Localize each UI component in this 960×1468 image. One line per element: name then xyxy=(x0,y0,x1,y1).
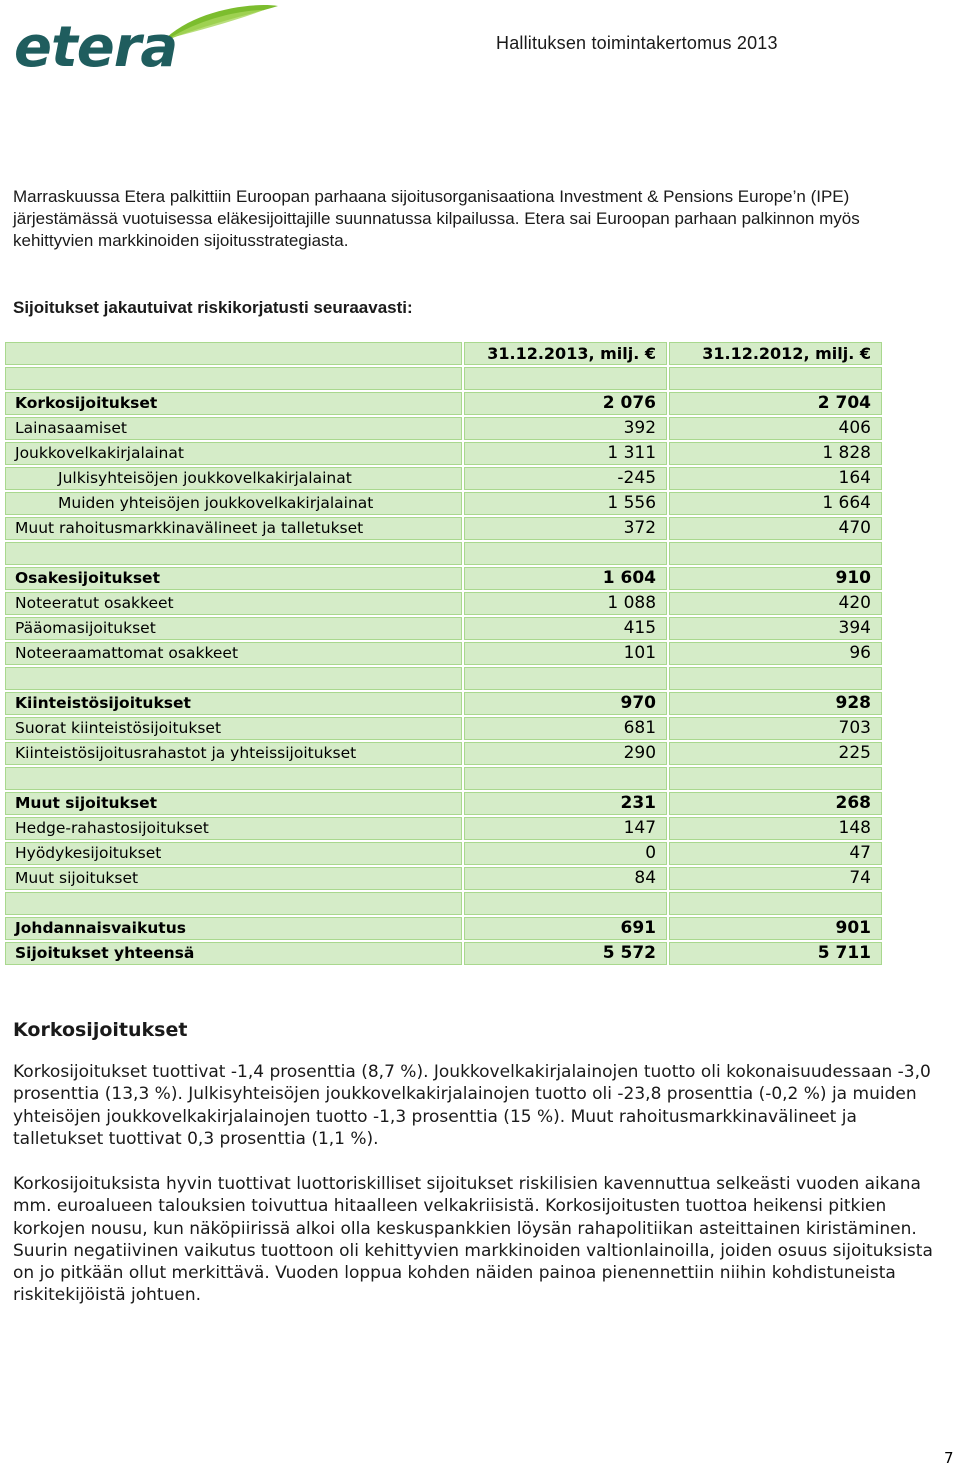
value-2013: 5 572 xyxy=(464,942,667,965)
table-spacer-row xyxy=(5,542,882,565)
value-2013 xyxy=(464,542,667,565)
header-blank-cell xyxy=(5,342,462,365)
value-2012: 96 xyxy=(669,642,882,665)
section-heading: Korkosijoitukset xyxy=(13,1019,188,1041)
column-header-2013: 31.12.2013, milj. € xyxy=(464,342,667,365)
table-row xyxy=(5,467,882,490)
row-label: Osakesijoitukset xyxy=(5,567,462,590)
table-row xyxy=(5,517,882,540)
value-2012: 268 xyxy=(669,792,882,815)
value-2013: 84 xyxy=(464,867,667,890)
value-2012: 420 xyxy=(669,592,882,615)
row-label xyxy=(5,367,462,390)
value-2012: 5 711 xyxy=(669,942,882,965)
value-2013 xyxy=(464,767,667,790)
value-2013: 1 311 xyxy=(464,442,667,465)
table-header-row xyxy=(5,342,882,365)
table-row xyxy=(5,742,882,765)
value-2013 xyxy=(464,367,667,390)
value-2013 xyxy=(464,667,667,690)
row-label: Julkisyhteisöjen joukkovelkakirjalainat xyxy=(5,467,462,490)
value-2012 xyxy=(669,542,882,565)
table-row xyxy=(5,592,882,615)
etera-logo xyxy=(12,2,282,72)
table-row xyxy=(5,617,882,640)
table-row xyxy=(5,642,882,665)
table-spacer-row xyxy=(5,767,882,790)
row-label: Suorat kiinteistösijoitukset xyxy=(5,717,462,740)
intro-paragraph: Marraskuussa Etera palkittiin Euroopan parhaana sijoitusorganisaationa Investment & Pensions Europe’n (IPE) järjestämässä vuotuisessa eläkesijoittajille suunnatussa kilpailussa. Etera sai Euroopan parhaan palkinnon myös kehittyvien markkinoiden sijoitusstrategiasta. xyxy=(13,187,860,250)
table-row xyxy=(5,817,882,840)
value-2012: 164 xyxy=(669,467,882,490)
row-label xyxy=(5,667,462,690)
table-spacer-row xyxy=(5,667,882,690)
value-2013: 1 604 xyxy=(464,567,667,590)
body-paragraph: Korkosijoituksista hyvin tuottivat luottoriskilliset sijoitukset riskilisien kavennuttua selkeästi vuoden aikana mm. euroalueen talouksien toivuttua hitaalleen velkakriisistä. Korkosijoitusten tuottoa heikensi pitkien korkojen nousu, kun näköpiirissä alkoi olla keskuspankkien löysän rahapolitiikan asteittainen kiristäminen. Suurin negatiivinen vaikutus tuottoon oli kehittyvien markkinoiden valtionlainoilla, joiden osuus sijoituksista on jo pitkään ollut merkittävä. Vuoden loppua kohden näiden painoa pienennettiin niihin kohdistuneista riskitekijöistä johtuen. xyxy=(13,1174,933,1306)
body-paragraph: Korkosijoitukset tuottivat -1,4 prosenttia (8,7 %). Joukkovelkakirjalainojen tuotto oli kokonaisuudessaan -3,0 prosenttia (13,3 %). Julkisyhteisöjen joukkovelkakirjalainojen tuotto oli -23,8 prosenttia (-0,2 %) ja muiden yhteisöjen joukkovelkakirjalainojen tuotto -1,3 prosenttia (15 %). Muut rahoitusmarkkinavälineet ja talletukset tuottivat 0,3 prosenttia (1,1 %). xyxy=(13,1062,931,1149)
value-2012: 2 704 xyxy=(669,392,882,415)
row-label xyxy=(5,542,462,565)
value-2012: 148 xyxy=(669,817,882,840)
value-2012 xyxy=(669,367,882,390)
row-label: Kiinteistösijoitukset xyxy=(5,692,462,715)
value-2013 xyxy=(464,892,667,915)
table-row xyxy=(5,492,882,515)
row-label: Hyödykesijoitukset xyxy=(5,842,462,865)
row-label: Joukkovelkakirjalainat xyxy=(5,442,462,465)
row-label: Kiinteistösijoitusrahastot ja yhteissijoitukset xyxy=(5,742,462,765)
table-spacer-row xyxy=(5,892,882,915)
value-2012: 1 664 xyxy=(669,492,882,515)
value-2012: 703 xyxy=(669,717,882,740)
value-2012: 1 828 xyxy=(669,442,882,465)
value-2012: 74 xyxy=(669,867,882,890)
value-2012 xyxy=(669,892,882,915)
value-2012: 928 xyxy=(669,692,882,715)
value-2013: 970 xyxy=(464,692,667,715)
value-2013: -245 xyxy=(464,467,667,490)
value-2012: 47 xyxy=(669,842,882,865)
table-row xyxy=(5,417,882,440)
value-2013: 231 xyxy=(464,792,667,815)
table-row xyxy=(5,442,882,465)
table-row xyxy=(5,392,882,415)
allocation-heading: Sijoitukset jakautuivat riskikorjatusti seuraavasti: xyxy=(13,298,413,317)
value-2012: 406 xyxy=(669,417,882,440)
value-2012: 225 xyxy=(669,742,882,765)
table-row xyxy=(5,567,882,590)
table-row xyxy=(5,917,882,940)
value-2012: 394 xyxy=(669,617,882,640)
value-2013: 0 xyxy=(464,842,667,865)
table-spacer-row xyxy=(5,367,882,390)
value-2013: 1 088 xyxy=(464,592,667,615)
value-2013: 2 076 xyxy=(464,392,667,415)
row-label: Noteeratut osakkeet xyxy=(5,592,462,615)
value-2013: 681 xyxy=(464,717,667,740)
table-row xyxy=(5,692,882,715)
row-label: Sijoitukset yhteensä xyxy=(5,942,462,965)
value-2012 xyxy=(669,767,882,790)
value-2012: 910 xyxy=(669,567,882,590)
row-label: Lainasaamiset xyxy=(5,417,462,440)
value-2013: 147 xyxy=(464,817,667,840)
table-row xyxy=(5,717,882,740)
value-2013: 392 xyxy=(464,417,667,440)
row-label: Korkosijoitukset xyxy=(5,392,462,415)
value-2013: 290 xyxy=(464,742,667,765)
value-2013: 415 xyxy=(464,617,667,640)
value-2012 xyxy=(669,667,882,690)
value-2013: 691 xyxy=(464,917,667,940)
row-label: Muut rahoitusmarkkinavälineet ja talletukset xyxy=(5,517,462,540)
report-title: Hallituksen toimintakertomus 2013 xyxy=(496,33,778,53)
table-row xyxy=(5,942,882,965)
row-label xyxy=(5,892,462,915)
value-2013: 372 xyxy=(464,517,667,540)
value-2013: 101 xyxy=(464,642,667,665)
value-2012: 470 xyxy=(669,517,882,540)
value-2012: 901 xyxy=(669,917,882,940)
allocation-table xyxy=(3,340,884,967)
row-label xyxy=(5,767,462,790)
value-2013: 1 556 xyxy=(464,492,667,515)
row-label: Johdannaisvaikutus xyxy=(5,917,462,940)
table-row xyxy=(5,792,882,815)
page-number: 7 xyxy=(944,1449,954,1467)
table-row xyxy=(5,867,882,890)
logo-wordmark: etera xyxy=(14,15,178,72)
table-row xyxy=(5,842,882,865)
row-label: Hedge-rahastosijoitukset xyxy=(5,817,462,840)
row-label: Pääomasijoitukset xyxy=(5,617,462,640)
column-header-2012: 31.12.2012, milj. € xyxy=(669,342,882,365)
row-label: Noteeraamattomat osakkeet xyxy=(5,642,462,665)
row-label: Muiden yhteisöjen joukkovelkakirjalainat xyxy=(5,492,462,515)
row-label: Muut sijoitukset xyxy=(5,867,462,890)
row-label: Muut sijoitukset xyxy=(5,792,462,815)
